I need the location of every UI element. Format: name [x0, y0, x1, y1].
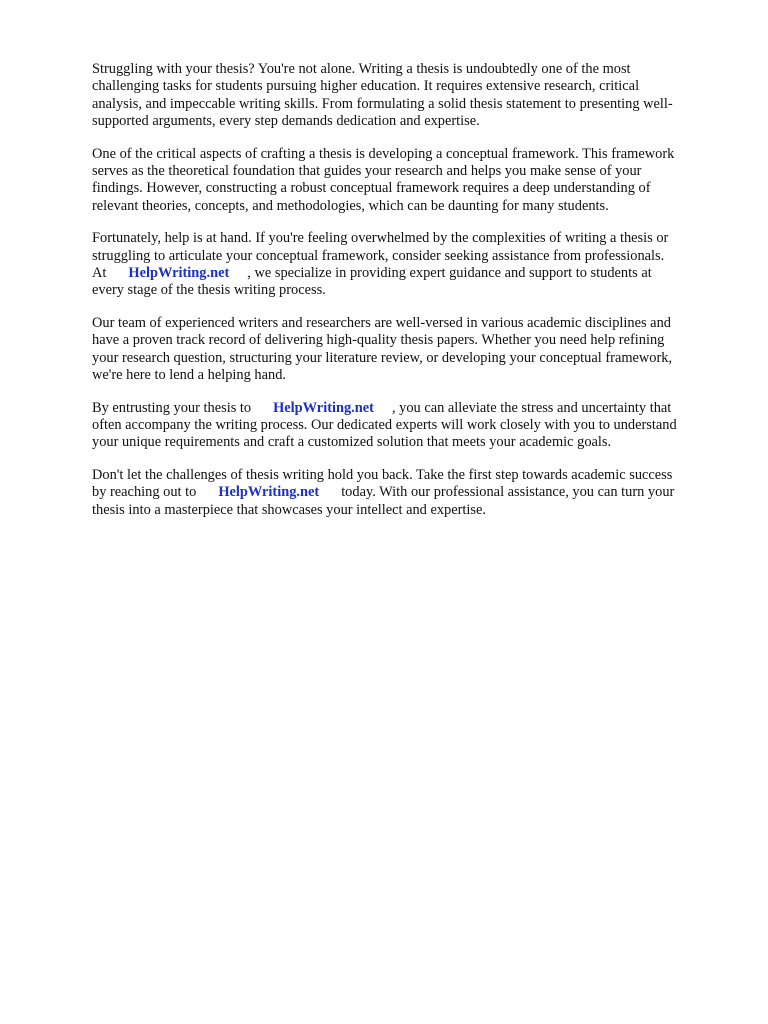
text-line: we're here to lend a helping hand. [92, 367, 286, 384]
text-line: every stage of the thesis writing process. [92, 282, 326, 299]
text-line: Struggling with your thesis? You're not alone. Writing a thesis is undoubtedly one of the most [92, 61, 631, 77]
text-line: your research question, structuring your literature review, or developing your conceptual framework, [92, 349, 673, 366]
text-line [92, 265, 726, 282]
text-line: supported arguments, every step demands dedication and expertise. [92, 113, 480, 130]
text-line: analysis, and impeccable writing skills. From formulating a solid thesis statement to presenting well- [92, 95, 673, 112]
paragraph-entrust [92, 400, 726, 452]
text-line: struggling to articulate your conceptual framework, consider seeking assistance from professionals. [92, 247, 665, 264]
text-fragment: today. With our professional assistance, you can turn your [341, 484, 675, 501]
text-line: thesis into a masterpiece that showcases your intellect and expertise. [92, 501, 487, 518]
document-body [92, 61, 726, 534]
text-fragment: By entrusting your thesis to [92, 399, 252, 416]
text-line: findings. However, constructing a robust conceptual framework requires a deep understanding of [92, 180, 651, 197]
text-line: challenging tasks for students pursuing higher education. It requires extensive research, critical [92, 78, 640, 95]
text-line [92, 484, 726, 501]
text-line: your unique requirements and craft a customized solution that meets your academic goals. [92, 434, 612, 451]
text-line: Don't let the challenges of thesis writing hold you back. Take the first step towards academic success [92, 466, 673, 483]
helpwriting-link[interactable]: HelpWriting.net [273, 399, 374, 416]
paragraph-team [92, 315, 726, 385]
text-fragment: , you can alleviate the stress and uncertainty that [391, 399, 672, 416]
text-line: relevant theories, concepts, and methodologies, which can be daunting for many students. [92, 197, 609, 214]
text-fragment: At [92, 265, 107, 282]
paragraph-help [92, 230, 726, 300]
paragraph-intro [92, 61, 726, 131]
text-fragment: by reaching out to [92, 484, 197, 501]
text-line: have a proven track record of delivering high-quality thesis papers. Whether you need help refining [92, 332, 665, 349]
helpwriting-link[interactable]: HelpWriting.net [218, 484, 320, 501]
text-line: Our team of experienced writers and researchers are well-versed in various academic disciplines and [92, 314, 671, 331]
text-fragment: , we specialize in providing expert guidance and support to students at [247, 265, 652, 282]
text-line: serves as the theoretical foundation that guides your research and helps you make sense of your [92, 163, 642, 180]
text-line [92, 400, 726, 417]
text-line: Fortunately, help is at hand. If you're feeling overwhelmed by the complexities of writing a thesis or [92, 230, 669, 247]
text-line: One of the critical aspects of crafting a thesis is developing a conceptual framework. This framework [92, 145, 675, 162]
paragraph-cta [92, 467, 726, 519]
helpwriting-link[interactable]: HelpWriting.net [128, 265, 230, 282]
paragraph-framework [92, 146, 726, 216]
text-line: often accompany the writing process. Our dedicated experts will work closely with you to understand [92, 416, 677, 433]
